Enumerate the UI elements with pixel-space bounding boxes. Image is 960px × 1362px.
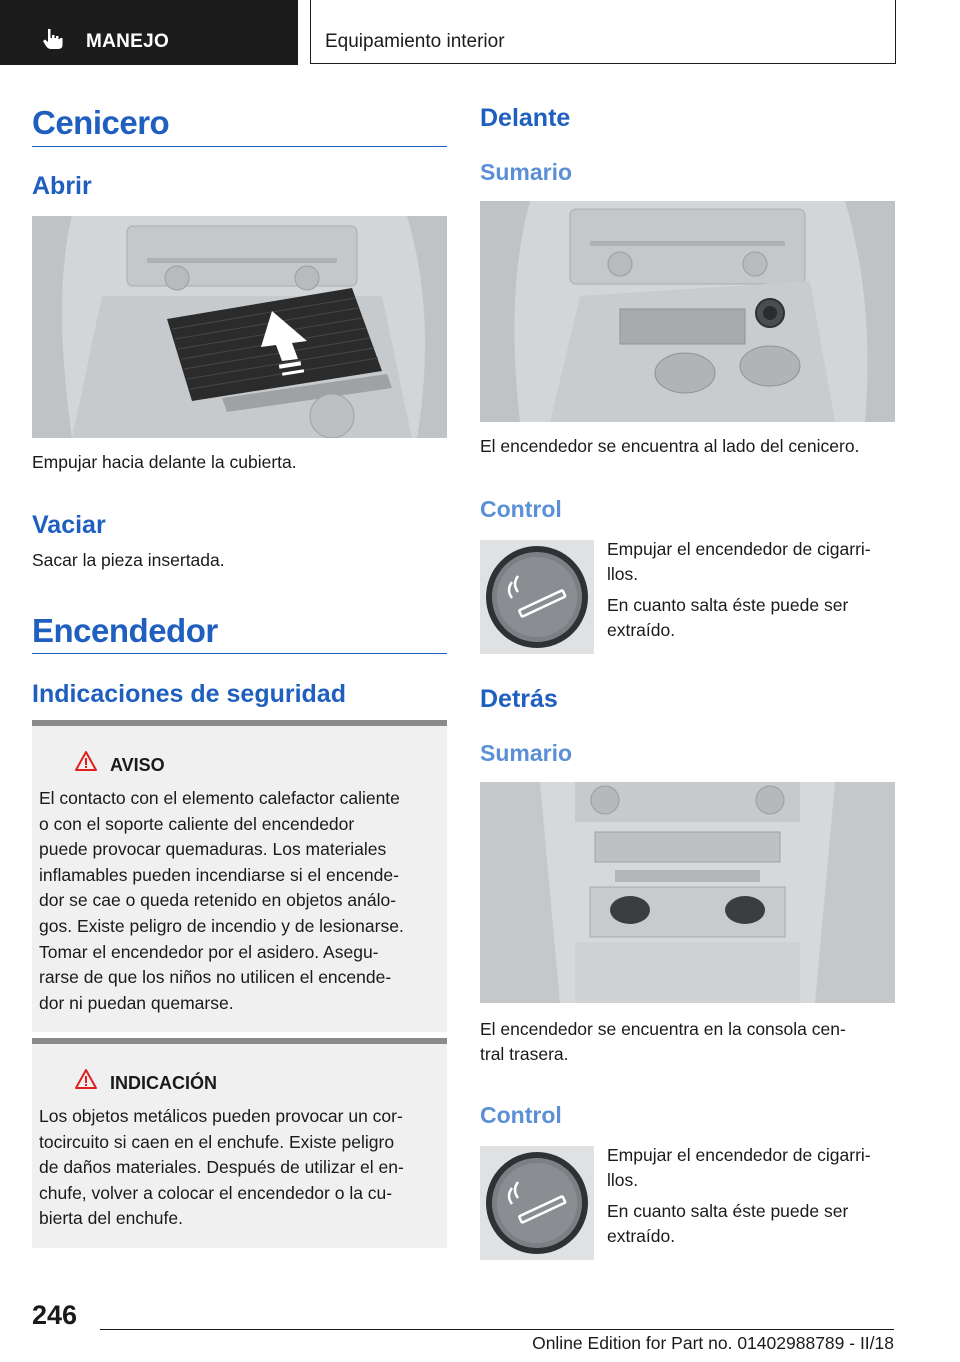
heading-front-control: Control <box>480 496 562 522</box>
footer-edition: Online Edition for Part no. 01402988789 - II/18 <box>532 1333 894 1353</box>
rear-console-illustration <box>480 782 895 1003</box>
notice-line: chufe, volver a colocar el encendedor o la cu- <box>39 1182 393 1203</box>
front-control-text2 <box>607 593 848 643</box>
front-control-line: llos. <box>607 564 639 584</box>
rear-control-line: llos. <box>607 1170 639 1190</box>
heading-empty: Vaciar <box>32 511 106 539</box>
header-chapter-label: Equipamiento interior <box>325 31 505 52</box>
notice-line: de daños materiales. Después de utilizar el en- <box>39 1157 404 1178</box>
notice-line: Los objetos metálicos pueden provocar un cor- <box>39 1106 403 1126</box>
warning-line: inflamables pueden incendiarse si el encende- <box>39 864 399 885</box>
header-section-tab <box>0 0 298 65</box>
front-control-text <box>607 537 871 587</box>
notice-body <box>39 1104 441 1232</box>
rear-control-text2 <box>607 1199 848 1249</box>
title-lighter: Encendedor <box>32 612 218 649</box>
heading-rear-summary: Sumario <box>480 740 573 766</box>
heading-rear-control: Control <box>480 1102 562 1128</box>
rear-control-line: En cuanto salta éste puede ser <box>607 1201 849 1221</box>
ashtray-illustration <box>32 216 447 438</box>
title-rule <box>32 653 447 654</box>
warning-line: Tomar el encendedor por el asidero. Asegu- <box>39 941 379 962</box>
header-section-label: MANEJO <box>86 31 170 52</box>
lighter-button-image <box>480 1146 594 1260</box>
rear-caption-line: tral trasera. <box>480 1044 569 1064</box>
header-chapter <box>310 0 896 64</box>
front-control-line: En cuanto salta éste puede ser <box>607 595 849 615</box>
heading-front: Delante <box>480 104 571 132</box>
warning-line: puede provocar quemaduras. Los materiales <box>39 839 387 860</box>
warning-line: rarse de que los niños no utilicen el encende- <box>39 967 392 988</box>
warning-title: AVISO <box>110 755 165 775</box>
rear-caption-line: El encendedor se encuentra en la consola cen- <box>480 1019 846 1039</box>
warning-triangle-icon <box>74 1068 98 1090</box>
rear-control-text <box>607 1143 871 1193</box>
lighter-icon <box>480 540 594 654</box>
front-caption: El encendedor se encuentra al lado del cenicero. <box>480 436 860 456</box>
page-number: 246 <box>32 1300 78 1330</box>
title-ashtray: Cenicero <box>32 104 170 141</box>
rear-control-line: Empujar el encendedor de cigarri- <box>607 1145 871 1165</box>
warning-line: o con el soporte caliente del encendedor <box>39 813 355 834</box>
empty-text: Sacar la pieza insertada. <box>32 550 225 570</box>
lighter-button-image <box>480 540 594 654</box>
title-rule <box>32 146 447 147</box>
notice-title: INDICACIÓN <box>110 1073 217 1093</box>
footer-rule <box>100 1329 894 1330</box>
hand-icon <box>40 27 66 51</box>
warning-box <box>32 720 447 1032</box>
warning-line: El contacto con el elemento calefactor caliente <box>39 788 400 808</box>
heading-front-summary: Sumario <box>480 159 573 185</box>
warning-line: dor se cae o queda retenido en objetos análo- <box>39 890 397 911</box>
heading-safety: Indicaciones de seguridad <box>32 680 346 708</box>
rear-control-line: extraído. <box>607 1226 676 1246</box>
open-caption: Empujar hacia delante la cubierta. <box>32 452 297 472</box>
notice-line: tocircuito si caen en el enchufe. Existe peligro <box>39 1131 395 1152</box>
rear-caption <box>480 1017 846 1067</box>
notice-line: bierta del enchufe. <box>39 1208 183 1229</box>
lighter-icon <box>480 1146 594 1260</box>
front-control-line: extraído. <box>607 620 676 640</box>
front-console-illustration <box>480 201 895 422</box>
front-control-line: Empujar el encendedor de cigarri- <box>607 539 871 559</box>
warning-triangle-icon <box>74 750 98 772</box>
notice-box <box>32 1038 447 1248</box>
heading-rear: Detrás <box>480 685 558 713</box>
warning-body <box>39 786 441 1016</box>
heading-open: Abrir <box>32 172 92 200</box>
warning-line: dor ni puedan quemarse. <box>39 992 234 1013</box>
warning-line: gos. Existe peligro de incendio y de lesionarse. <box>39 915 404 936</box>
